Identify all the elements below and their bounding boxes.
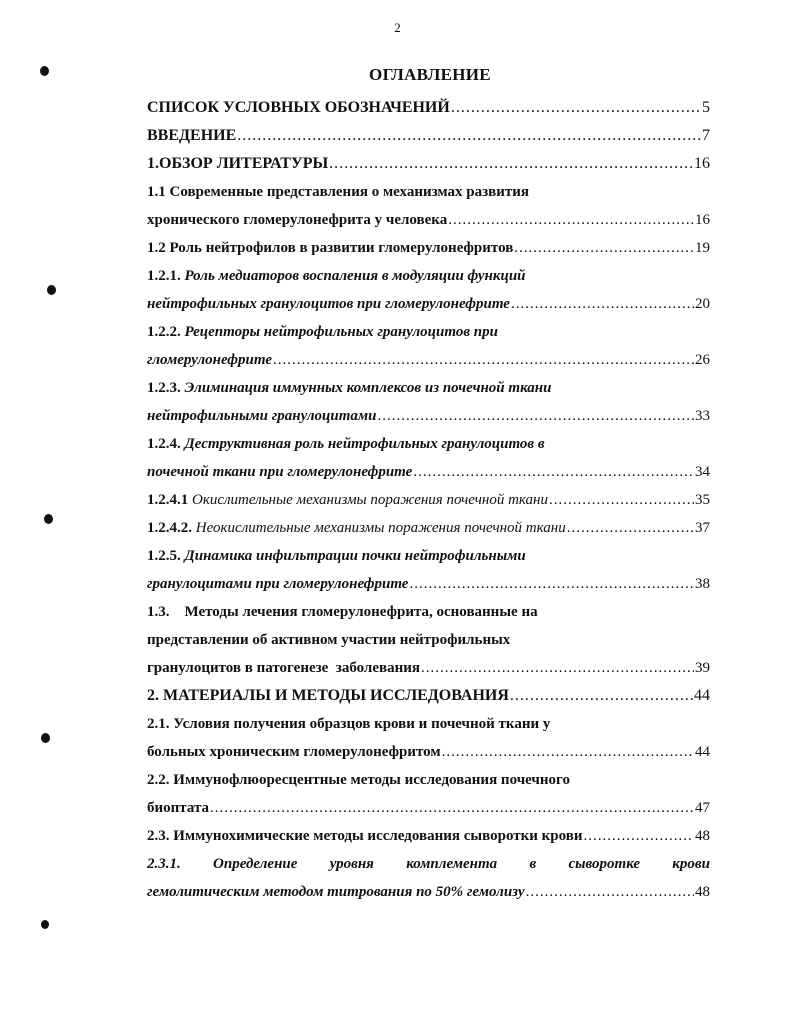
toc-entry-text: больных хроническим гломерулонефритом <box>147 744 441 760</box>
toc-entry-1-3-cont[interactable] <box>147 626 710 654</box>
toc-entry-page: 34 <box>695 464 710 480</box>
toc-entry-1-2-4-2[interactable] <box>147 514 710 542</box>
leader-dots <box>409 570 694 598</box>
toc-entry-page: 48 <box>695 884 710 900</box>
table-of-contents <box>147 94 710 906</box>
toc-entry-page: 37 <box>695 520 710 536</box>
toc-entry-number: 1.2.4.2. <box>147 520 192 536</box>
justified-word: в <box>529 856 537 872</box>
scan-mark <box>41 733 50 743</box>
toc-entry-number: 1.2.1. <box>147 268 181 284</box>
page-number: 2 <box>394 20 401 35</box>
leader-dots <box>511 290 694 318</box>
leader-dots <box>421 654 694 682</box>
toc-entry-1-2-3[interactable] <box>147 374 710 402</box>
toc-entry-text: Динамика инфильтрации почки нейтрофильными <box>184 548 526 564</box>
toc-entry-2-3[interactable] <box>147 822 710 850</box>
leader-dots <box>413 458 694 486</box>
toc-entry-1-1[interactable] <box>147 178 710 206</box>
leader-dots <box>549 486 694 514</box>
leader-dots <box>510 682 693 710</box>
toc-entry-page: 7 <box>702 127 710 144</box>
leader-dots <box>329 150 693 178</box>
toc-entry-text: 1.3. Методы лечения гломерулонефрита, основанные на <box>147 604 538 620</box>
toc-entry-1-2-4-cont[interactable] <box>147 458 710 486</box>
toc-entry-page: 38 <box>695 576 710 592</box>
toc-entry-2-2-cont[interactable] <box>147 794 710 822</box>
toc-entry-text: Неокислительные механизмы поражения почечной ткани <box>195 520 566 536</box>
toc-entry-1-2-4[interactable] <box>147 430 710 458</box>
toc-entry-text: представлении об активном участии нейтрофильных <box>147 632 511 648</box>
toc-entry-1-2-2[interactable] <box>147 318 710 346</box>
toc-entry-number: 1.2.3. <box>147 380 181 396</box>
scan-mark <box>44 514 53 524</box>
toc-entry-page: 47 <box>695 800 710 816</box>
leader-dots <box>378 402 694 430</box>
justified-word: 2.3.1. <box>147 856 181 872</box>
toc-entry-text: 2. МАТЕРИАЛЫ И МЕТОДЫ ИССЛЕДОВАНИЯ <box>147 687 509 704</box>
toc-entry-page: 16 <box>694 155 710 172</box>
toc-entry-2-1[interactable] <box>147 710 710 738</box>
toc-entry-number: 1.2.4. <box>147 436 181 452</box>
leader-dots <box>567 514 694 542</box>
toc-entry-text: 1.1 Современные представления о механизмах развития <box>147 184 530 200</box>
toc-entry-text: гранулоцитами при гломерулонефрите <box>147 576 409 592</box>
toc-entry-number: 1.2.4.1 <box>147 492 189 508</box>
toc-entry-page: 33 <box>695 408 710 424</box>
toc-entry-introduction[interactable] <box>147 122 710 150</box>
toc-entry-text: Роль медиаторов воспаления в модуляции функций <box>184 268 526 284</box>
toc-entry-2-3-1[interactable] <box>147 850 710 878</box>
toc-entry-page: 19 <box>695 240 710 256</box>
toc-entry-page: 20 <box>695 296 710 312</box>
toc-entry-text: гломерулонефрите <box>147 352 272 368</box>
justified-word: сыворотке <box>568 856 641 872</box>
toc-entry-materials-methods[interactable] <box>147 682 710 710</box>
toc-entry-1-2-2-cont[interactable] <box>147 346 710 374</box>
toc-entry-text: нейтрофильных гранулоцитов при гломерулонефрите <box>147 296 510 312</box>
toc-entry-text: гемолитическим методом титрования по 50% гемолизу <box>147 884 525 900</box>
toc-entry-1-2-5[interactable] <box>147 542 710 570</box>
leader-dots <box>526 878 694 906</box>
leader-dots <box>514 234 694 262</box>
toc-entry-text: Окислительные механизмы поражения почечной ткани <box>192 492 549 508</box>
toc-entry-1-1-cont[interactable] <box>147 206 710 234</box>
toc-entry-number: 1.2.5. <box>147 548 181 564</box>
toc-entry-text: Элиминация иммунных комплексов из почечной ткани <box>184 380 552 396</box>
toc-entry-text: 2.3. Иммунохимические методы исследования сыворотки крови <box>147 828 583 844</box>
toc-entry-1-3[interactable] <box>147 598 710 626</box>
toc-entry-1-2-3-cont[interactable] <box>147 402 710 430</box>
toc-entry-text: биоптата <box>147 800 209 816</box>
toc-entry-text: почечной ткани при гломерулонефрите <box>147 464 413 480</box>
toc-entry-page: 26 <box>695 352 710 368</box>
toc-entry-page: 35 <box>695 492 710 508</box>
toc-entry-text: 1.2 Роль нейтрофилов в развитии гломерулонефритов <box>147 240 514 256</box>
toc-title: ОГЛАВЛЕНИЕ <box>369 65 491 84</box>
toc-entry-literature-review[interactable] <box>147 150 710 178</box>
toc-entry-text: 2.2. Иммунофлюоресцентные методы исследования почечного <box>147 772 570 788</box>
toc-entry-2-2[interactable] <box>147 766 710 794</box>
toc-entry-text: Деструктивная роль нейтрофильных гранулоцитов в <box>184 436 545 452</box>
toc-entry-text: Рецепторы нейтрофильных гранулоцитов при <box>184 324 498 340</box>
toc-entry-1-3-cont-2[interactable] <box>147 654 710 682</box>
scan-mark <box>47 285 56 295</box>
toc-entry-page: 48 <box>695 828 710 844</box>
scan-mark <box>40 66 49 76</box>
toc-entry-text: 1.ОБЗОР ЛИТЕРАТУРЫ <box>147 155 329 172</box>
justified-word: уровня <box>329 856 374 872</box>
toc-entry-page: 5 <box>702 99 710 116</box>
justified-word: комплемента <box>406 856 498 872</box>
toc-entry-text: нейтрофильными гранулоцитами <box>147 408 377 424</box>
leader-dots <box>448 206 694 234</box>
toc-entry-page: 39 <box>695 660 710 676</box>
toc-entry-2-3-1-cont[interactable] <box>147 878 710 906</box>
leader-dots <box>442 738 694 766</box>
toc-entry-text: ВВЕДЕНИЕ <box>147 127 237 144</box>
justified-word: Определение <box>213 856 298 872</box>
toc-entry-page: 44 <box>695 744 710 760</box>
toc-entry-1-2-1[interactable] <box>147 262 710 290</box>
toc-entry-number: 1.2.2. <box>147 324 181 340</box>
leader-dots <box>451 94 701 122</box>
leader-dots <box>584 822 694 850</box>
toc-entry-text: 2.1. Условия получения образцов крови и почечной ткани у <box>147 716 551 732</box>
toc-entry-text: хронического гломерулонефрита у человека <box>147 212 448 228</box>
toc-entry-abbreviations[interactable] <box>147 94 710 122</box>
leader-dots <box>210 794 694 822</box>
leader-dots <box>237 122 701 150</box>
toc-entry-1-2-1-cont[interactable] <box>147 290 710 318</box>
toc-entry-1-2[interactable] <box>147 234 710 262</box>
toc-entry-page: 44 <box>694 687 710 704</box>
toc-entry-1-2-5-cont[interactable] <box>147 570 710 598</box>
toc-entry-1-2-4-1[interactable] <box>147 486 710 514</box>
toc-entry-2-1-cont[interactable] <box>147 738 710 766</box>
toc-entry-text: СПИСОК УСЛОВНЫХ ОБОЗНАЧЕНИЙ <box>147 99 450 116</box>
scan-mark <box>41 920 49 929</box>
toc-entry-text: гранулоцитов в патогенезе заболевания <box>147 660 421 676</box>
leader-dots <box>273 346 694 374</box>
justified-word: крови <box>672 856 710 872</box>
toc-entry-page: 16 <box>695 212 710 228</box>
